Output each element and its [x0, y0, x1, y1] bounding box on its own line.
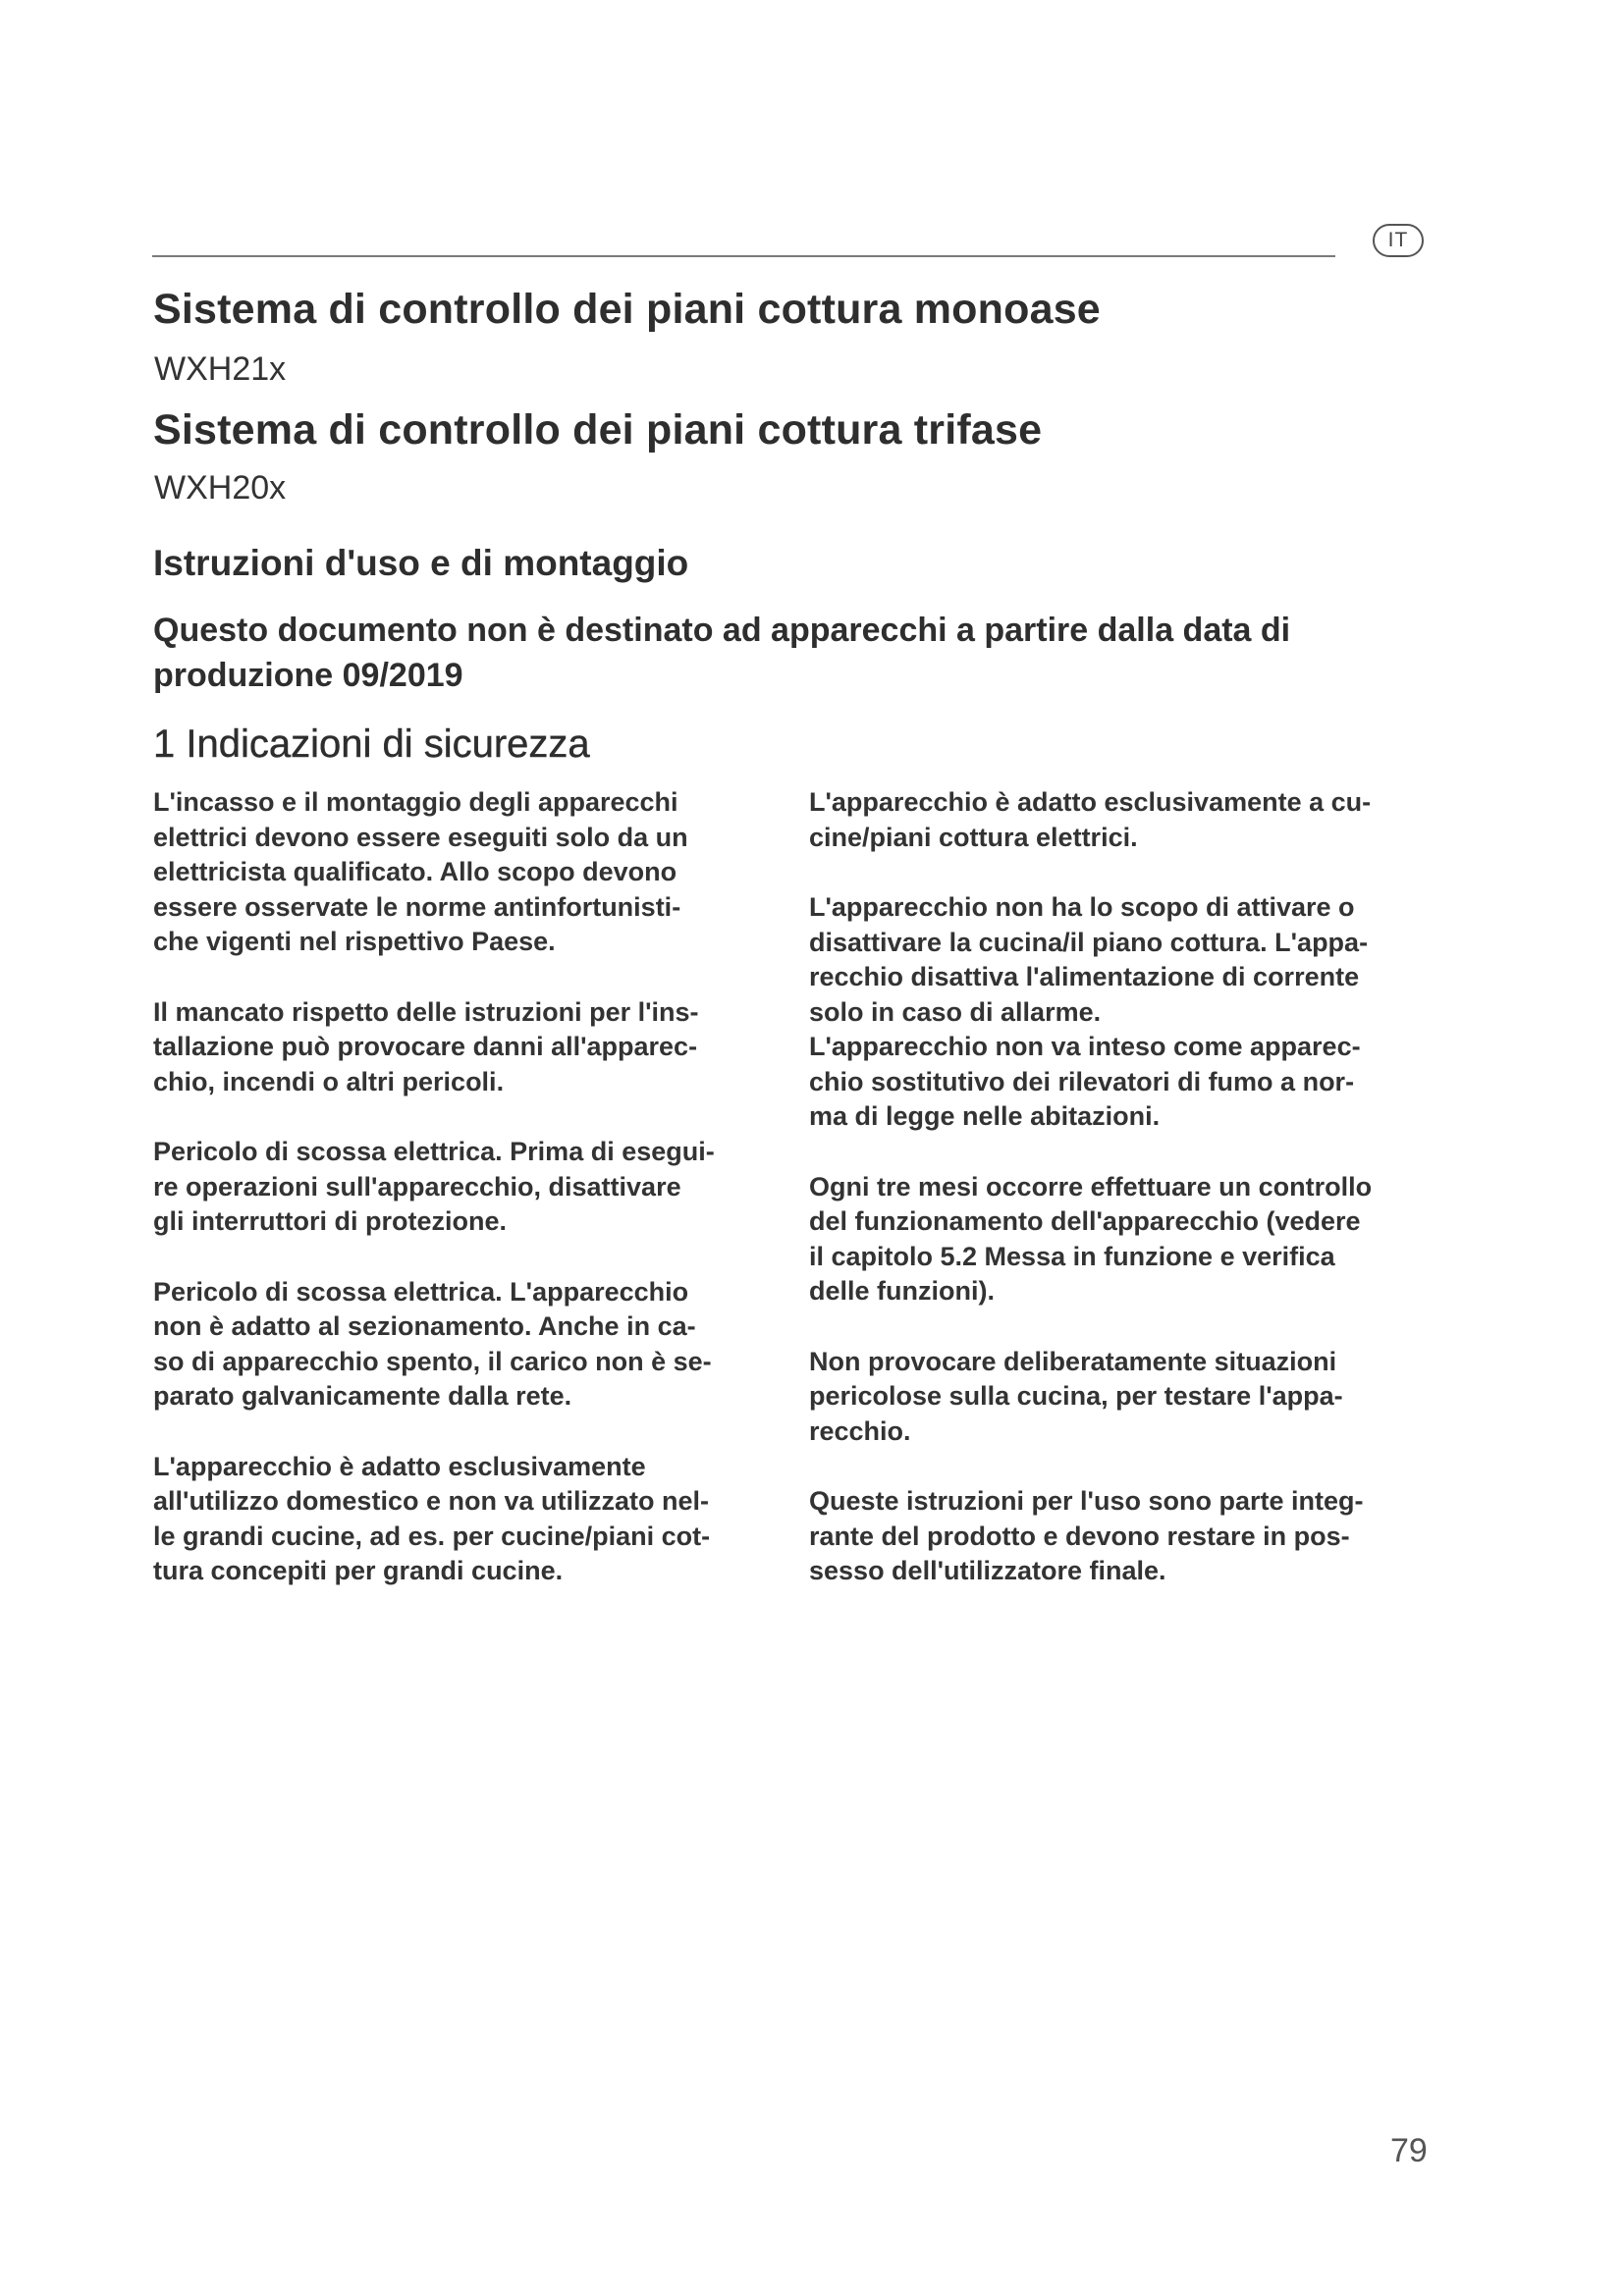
safety-paragraph: [153, 1275, 791, 1415]
model-wxh21x: WXH21x: [154, 350, 287, 388]
text-line: disattivare la cucina/il piano cottura. L'appa-: [809, 927, 1369, 957]
safety-paragraph: [153, 995, 791, 1100]
language-badge: IT: [1373, 224, 1424, 257]
text-line: Non provocare deliberatamente situazioni: [809, 1346, 1337, 1376]
text-line: ma di legge nelle abitazioni.: [809, 1101, 1161, 1131]
title-threephase: Sistema di controllo dei piani cottura trifase: [153, 406, 1043, 454]
text-line: L'apparecchio è adatto esclusivamente: [153, 1451, 646, 1481]
text-line: rante del prodotto e devono restare in pos-: [809, 1521, 1350, 1551]
text-line: solo in caso di allarme.: [809, 996, 1102, 1027]
safety-paragraph: [809, 1170, 1447, 1309]
text-line: Il mancato rispetto delle istruzioni per l'ins-: [153, 996, 699, 1027]
text-line: tallazione può provocare danni all'apparec-: [153, 1032, 698, 1061]
header-rule: [152, 255, 1335, 257]
text-line: L'incasso e il montaggio degli apparecchi: [153, 787, 678, 817]
text-line: chio sostitutivo dei rilevatori di fumo a nor-: [809, 1066, 1355, 1096]
text-line: che vigenti nel rispettivo Paese.: [153, 927, 556, 956]
text-line: L'apparecchio non ha lo scopo di attivare o: [809, 892, 1355, 922]
text-line: so di apparecchio spento, il carico non è se-: [153, 1346, 712, 1376]
text-line: tura concepiti per grandi cucine.: [153, 1556, 564, 1585]
notice-line: Questo documento non è destinato ad apparecchi a partire dalla data di: [153, 612, 1291, 649]
text-line: Ogni tre mesi occorre effettuare un controllo: [809, 1171, 1373, 1201]
model-wxh20x: WXH20x: [154, 469, 287, 507]
safety-paragraph: [809, 890, 1447, 1030]
text-line: sesso dell'utilizzatore finale.: [809, 1556, 1166, 1585]
safety-paragraph: [809, 1030, 1447, 1135]
text-line: elettrici devono essere eseguiti solo da un: [153, 822, 688, 852]
text-line: chio, incendi o altri pericoli.: [153, 1066, 505, 1096]
safety-paragraph: [153, 1135, 791, 1240]
text-line: essere osservate le norme antinfortunisti-: [153, 891, 681, 922]
text-line: Queste istruzioni per l'uso sono parte integ-: [809, 1486, 1364, 1516]
safety-column-right: [809, 785, 1447, 1625]
text-line: re operazioni sull'apparecchio, disattivare: [153, 1171, 681, 1201]
text-line: gli interruttori di protezione.: [153, 1206, 507, 1236]
safety-paragraph: [809, 1484, 1447, 1589]
safety-column-left: [153, 785, 791, 1625]
text-line: recchio.: [809, 1415, 911, 1446]
title-monophase: Sistema di controllo dei piani cottura monoase: [153, 286, 1101, 333]
text-line: parato galvanicamente dalla rete.: [153, 1381, 572, 1411]
text-line: L'apparecchio è adatto esclusivamente a cu-: [809, 787, 1372, 817]
text-line: delle funzioni).: [809, 1276, 995, 1306]
safety-paragraph: [809, 785, 1447, 855]
text-line: Pericolo di scossa elettrica. Prima di esegui-: [153, 1137, 715, 1166]
text-line: recchio disattiva l'alimentazione di corrente: [809, 962, 1360, 991]
text-line: L'apparecchio non va inteso come apparec-: [809, 1032, 1361, 1061]
production-notice: [153, 608, 1430, 698]
section-heading-safety: 1 Indicazioni di sicurezza: [153, 722, 590, 766]
text-line: Pericolo di scossa elettrica. L'apparecchio: [153, 1276, 689, 1307]
page-number: 79: [1390, 2132, 1428, 2169]
safety-paragraph: [809, 1345, 1447, 1450]
text-line: il capitolo 5.2 Messa in funzione e verifica: [809, 1241, 1335, 1271]
text-line: le grandi cucine, ad es. per cucine/piani cot-: [153, 1521, 711, 1551]
text-line: elettricista qualificato. Allo scopo devono: [153, 857, 677, 886]
safety-paragraph: [153, 785, 791, 960]
text-line: pericolose sulla cucina, per testare l'appa-: [809, 1381, 1343, 1411]
text-line: all'utilizzo domestico e non va utilizzato nel-: [153, 1486, 709, 1516]
notice-line: produzione 09/2019: [153, 657, 463, 694]
text-line: del funzionamento dell'apparecchio (vedere: [809, 1206, 1361, 1236]
subtitle-instructions: Istruzioni d'uso e di montaggio: [153, 543, 689, 583]
text-line: cine/piani cottura elettrici.: [809, 822, 1138, 852]
safety-paragraph: [153, 1450, 791, 1589]
text-line: non è adatto al sezionamento. Anche in ca-: [153, 1311, 696, 1341]
